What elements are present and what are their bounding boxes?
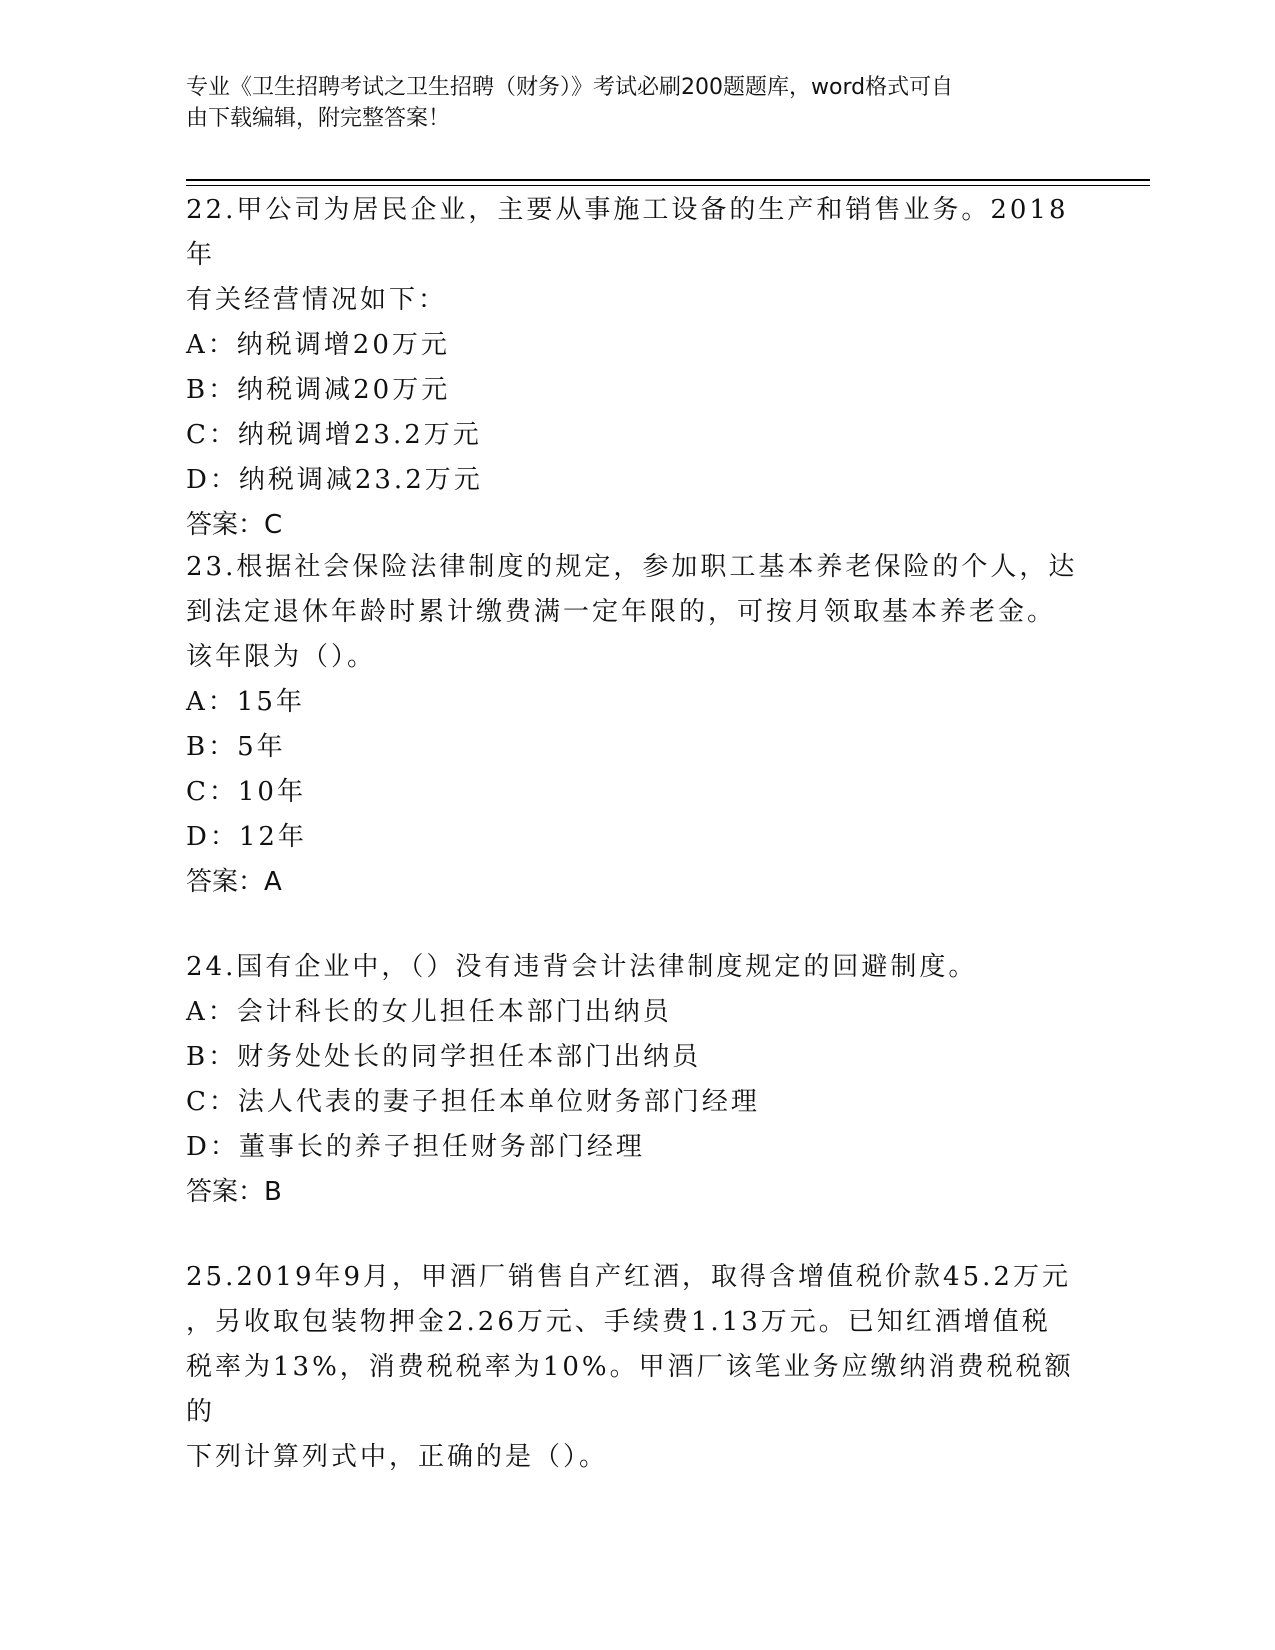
question-stem-line: 该年限为（）。 — [186, 642, 377, 672]
header-line-1: 专业《卫生招聘考试之卫生招聘（财务）》考试必刷200题题库，word格式可自 — [186, 75, 954, 100]
option-b: B：财务处处长的同学担任本部门出纳员 — [186, 1042, 702, 1072]
question-22 — [186, 188, 1086, 548]
answer: 答案：C — [186, 510, 283, 540]
option-c: C：纳税调增23.2万元 — [186, 420, 482, 450]
question-25 — [186, 1255, 1086, 1480]
question-stem-line: 有关经营情况如下： — [186, 285, 448, 315]
option-a: A：15年 — [186, 687, 305, 717]
header-line-2: 由下载编辑，附完整答案！ — [186, 106, 451, 131]
question-stem-line: 22.甲公司为居民企业，主要从事施工设备的生产和销售业务。2018年 — [186, 195, 1069, 270]
question-23 — [186, 545, 1086, 905]
question-stem-line: ，另收取包装物押金2.26万元、手续费1.13万元。已知红酒增值税 — [186, 1307, 1051, 1337]
question-stem-line: 24.国有企业中，（）没有违背会计法律制度规定的回避制度。 — [186, 952, 978, 982]
question-stem-line: 税率为13%，消费税税率为10%。甲酒厂该笔业务应缴纳消费税税额的 — [186, 1352, 1074, 1427]
option-d: D：董事长的养子担任财务部门经理 — [186, 1132, 645, 1162]
question-stem-line: 25.2019年9月，甲酒厂销售自产红酒，取得含增值税价款45.2万元 — [186, 1262, 1071, 1292]
option-d: D：12年 — [186, 822, 307, 852]
question-24 — [186, 945, 1086, 1215]
option-a: A：纳税调增20万元 — [186, 330, 450, 360]
answer: 答案：B — [186, 1177, 282, 1207]
option-c: C：10年 — [186, 777, 306, 807]
option-a: A：会计科长的女儿担任本部门出纳员 — [186, 997, 672, 1027]
option-d: D：纳税调减23.2万元 — [186, 465, 483, 495]
header-divider-thin — [186, 185, 1150, 186]
question-stem-line: 到法定退休年龄时累计缴费满一定年限的，可按月领取基本养老金。 — [186, 597, 1057, 627]
answer: 答案：A — [186, 867, 282, 897]
question-stem-line: 23.根据社会保险法律制度的规定，参加职工基本养老保险的个人，达 — [186, 552, 1078, 582]
document-header — [186, 72, 1066, 134]
option-b: B：5年 — [186, 732, 286, 762]
option-b: B：纳税调减20万元 — [186, 375, 451, 405]
option-c: C：法人代表的妻子担任本单位财务部门经理 — [186, 1087, 760, 1117]
question-stem-line: 下列计算列式中，正确的是（）。 — [186, 1442, 609, 1472]
header-divider-thick — [186, 179, 1150, 181]
